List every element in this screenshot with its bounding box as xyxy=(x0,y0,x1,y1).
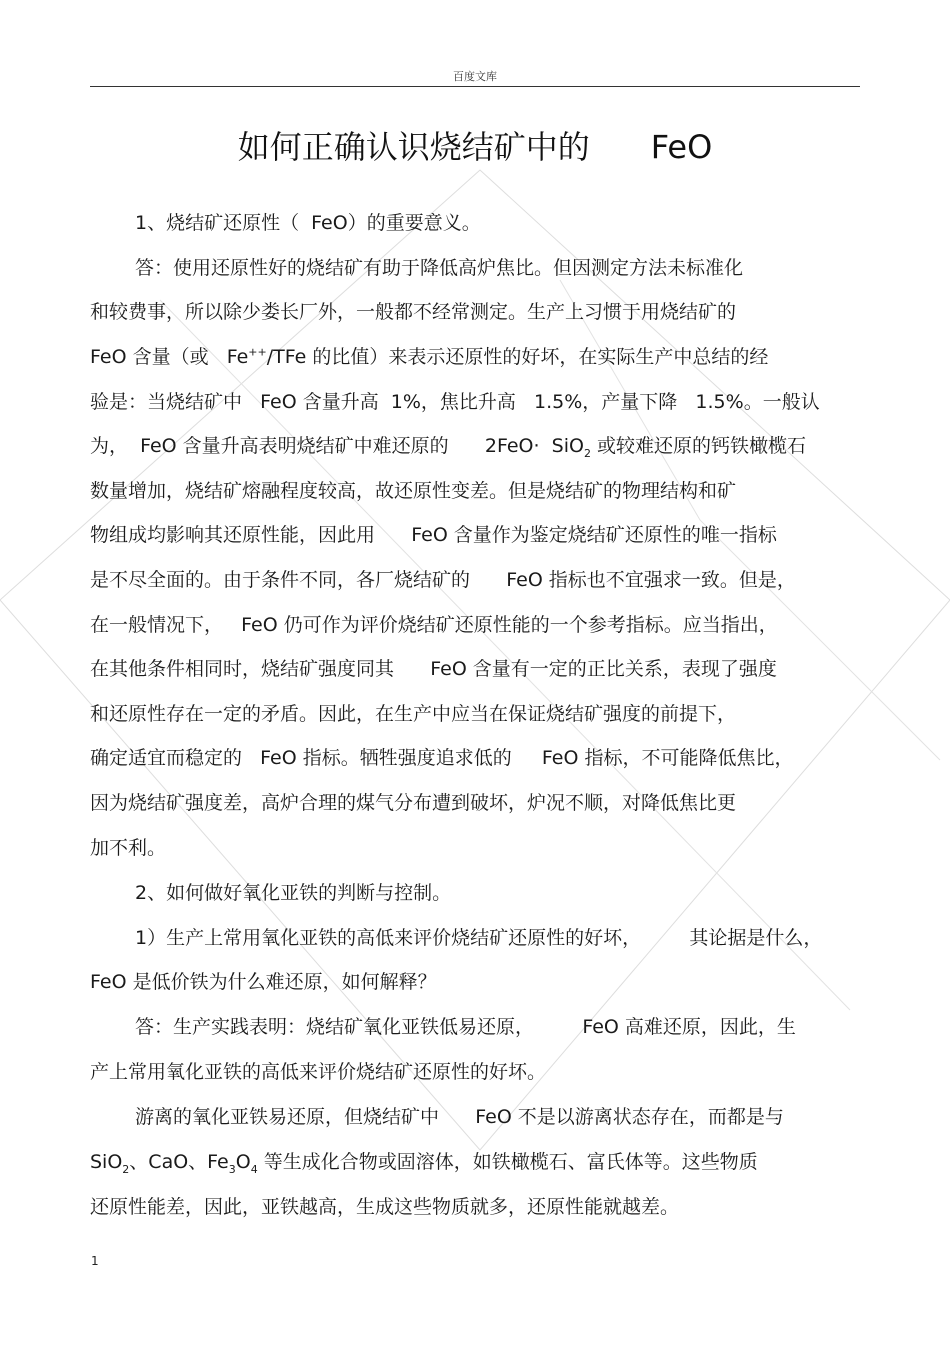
text-line: SiO$_2$、CaO、$Fe_3O_4$ 等生成化合物或固溶体，如铁橄榄石、富氏体等。这些物质 xyxy=(90,1151,758,1176)
text-line: 答：使用还原性好的烧结矿有助于降低高炉焦比。但因测定方法未标准化 xyxy=(135,257,744,279)
section-heading-2: 2、如何做好氧化亚铁的判断与控制。 xyxy=(135,882,452,904)
text-line: 产上常用氧化亚铁的高低来评价烧结矿还原性的好坏。 xyxy=(90,1061,547,1083)
text-line: 是不尽全面的。由于条件不同，各厂烧结矿的 FeO 指标也不宜强求一致。但是， xyxy=(90,569,796,591)
subscript: 3 xyxy=(228,1162,236,1176)
text-line: 和还原性存在一定的矛盾。因此，在生产中应当在保证烧结矿强度的前提下， xyxy=(90,703,737,725)
text-line: 在一般情况下， FeO 仍可作为评价烧结矿还原性能的一个参考指标。应当指出， xyxy=(90,614,778,636)
text-line: 因为烧结矿强度差，高炉合理的煤气分布遭到破坏，炉况不顺，对降低焦比更 xyxy=(90,792,737,814)
document-title: 如何正确认识烧结矿中的 FeO xyxy=(237,128,713,166)
subscript: 4 xyxy=(250,1162,258,1176)
text-line: 为， FeO 含量升高表明烧结矿中难还原的 2FeO· SiO$_2$ 或较难还原的钙铁橄榄石 xyxy=(90,435,806,460)
section-heading-1: 1、烧结矿还原性（ FeO）的重要意义。 xyxy=(135,212,481,234)
text-line: 物组成均影响其还原性能，因此用 FeO 含量作为鉴定烧结矿还原性的唯一指标 xyxy=(90,524,777,546)
text-line: FeO 是低价铁为什么难还原，如何解释？ xyxy=(90,971,437,993)
text-line: 验是：当烧结矿中 FeO 含量升高 1%，焦比升高 1.5%，产量下降 1.5%。一般认 xyxy=(90,391,820,413)
text-line: FeO 含量（或 Fe++/TFe 的比值）来表示还原性的好坏，在实际生产中总结的经 xyxy=(90,345,769,368)
subscript: 2 xyxy=(583,446,591,460)
text-line: 答：生产实践表明：烧结矿氧化亚铁低易还原， FeO 高难还原，因此，生 xyxy=(135,1016,796,1038)
superscript: ++ xyxy=(248,345,267,359)
text-line: 在其他条件相同时，烧结矿强度同其 FeO 含量有一定的正比关系，表现了强度 xyxy=(90,658,777,680)
page-header: 百度文库 xyxy=(453,70,497,83)
text-line: 确定适宜而稳定的 FeO 指标。牺牲强度追求低的 FeO 指标，不可能降低焦比， xyxy=(90,747,794,769)
text-line: 数量增加，烧结矿熔融程度较高，故还原性变差。但是烧结矿的物理结构和矿 xyxy=(90,480,737,502)
text-line: 和较费事，所以除少娄长厂外，一般都不经常测定。生产上习惯于用烧结矿的 xyxy=(90,301,737,323)
text-line: 游离的氧化亚铁易还原，但烧结矿中 FeO 不是以游离状态存在，而都是与 xyxy=(135,1106,784,1128)
text-line: 加不利。 xyxy=(90,837,167,859)
header-rule xyxy=(90,86,860,87)
text-line: 1）生产上常用氧化亚铁的高低来评价烧结矿还原性的好坏， 其论据是什么， xyxy=(135,927,823,949)
page-number: 1 xyxy=(91,1254,99,1268)
subscript: 2 xyxy=(122,1162,130,1176)
text-line: 还原性能差，因此，亚铁越高，生成这些物质就多，还原性能就越差。 xyxy=(90,1196,680,1218)
